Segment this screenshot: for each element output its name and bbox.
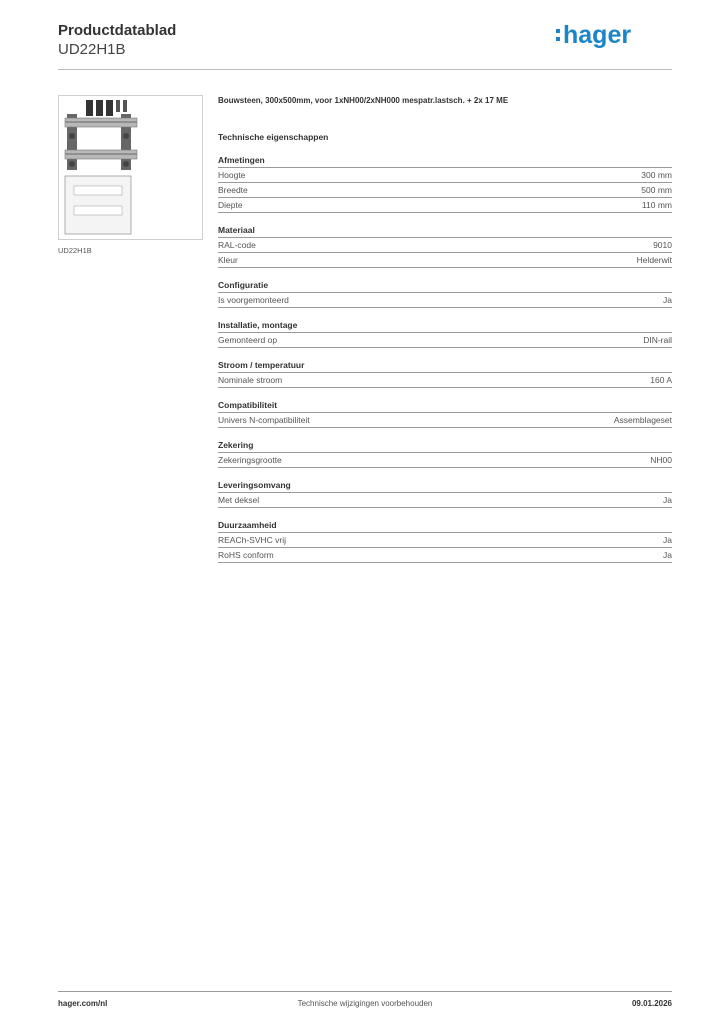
footer-disclaimer: Technische wijzigingen voorbehouden: [297, 999, 433, 1008]
spec-group-title: Compatibiliteit: [218, 399, 672, 413]
footer-website: hager.com/nl: [58, 999, 108, 1008]
spec-value: 300 mm: [641, 170, 672, 180]
spec-group: [218, 399, 672, 428]
product-image: [58, 95, 203, 240]
spec-label: Gemonteerd op: [218, 335, 278, 345]
spec-group-title: Stroom / temperatuur: [218, 359, 672, 373]
spec-row: [218, 373, 672, 388]
product-code: UD22H1B: [58, 41, 126, 58]
spec-group: [218, 224, 672, 268]
spec-value: Assemblageset: [613, 415, 672, 425]
spec-label: RAL-code: [218, 240, 256, 250]
spec-group: [218, 439, 672, 468]
spec-label: Is voorgemonteerd: [218, 295, 289, 305]
spec-group-title: Configuratie: [218, 279, 672, 293]
spec-value: Ja: [663, 295, 672, 305]
spec-group-title: Materiaal: [218, 224, 672, 238]
spec-row: [218, 333, 672, 348]
spec-row: [218, 253, 672, 268]
spec-label: Nominale stroom: [218, 375, 283, 385]
spec-row: [218, 413, 672, 428]
spec-value: Ja: [663, 495, 672, 505]
spec-group-title: Zekering: [218, 439, 672, 453]
page-header: [58, 22, 672, 70]
spec-label: Zekeringsgrootte: [218, 455, 282, 465]
spec-label: Univers N-compatibiliteit: [218, 415, 310, 425]
spec-row: [218, 238, 672, 253]
spec-label: RoHS conform: [218, 550, 274, 560]
spec-group-title: Afmetingen: [218, 154, 672, 168]
spec-group-title: Leveringsomvang: [218, 479, 672, 493]
spec-row: [218, 533, 672, 548]
spec-groups: [218, 154, 672, 563]
spec-row: [218, 453, 672, 468]
logo-text: hager: [563, 21, 632, 49]
hager-logo: [554, 21, 654, 49]
specifications: [218, 95, 672, 563]
spec-value: NH00: [650, 455, 672, 465]
spec-label: Hoogte: [218, 170, 246, 180]
spec-row: [218, 183, 672, 198]
spec-label: Breedte: [218, 185, 248, 195]
spec-label: Diepte: [218, 200, 243, 210]
spec-label: Met deksel: [218, 495, 260, 505]
spec-group: [218, 479, 672, 508]
spec-group: [218, 359, 672, 388]
page-footer: [58, 991, 672, 1013]
spec-group-title: Installatie, montage: [218, 319, 672, 333]
spec-value: Ja: [663, 550, 672, 560]
product-illustration-icon: [59, 96, 202, 239]
product-description: Bouwsteen, 300x500mm, voor 1xNH00/2xNH000 mespatr.lastsch. + 2x 17 ME: [218, 96, 509, 105]
spec-value: 500 mm: [641, 185, 672, 195]
document-title: Productdatablad: [58, 22, 177, 39]
section-heading: Technische eigenschappen: [218, 132, 329, 142]
spec-value: Ja: [663, 535, 672, 545]
spec-label: Kleur: [218, 255, 238, 265]
spec-group: [218, 154, 672, 213]
spec-row: [218, 293, 672, 308]
spec-group: [218, 519, 672, 563]
spec-row: [218, 198, 672, 213]
footer-date: 09.01.2026: [631, 999, 672, 1008]
spec-label: REACh-SVHC vrij: [218, 535, 287, 545]
spec-group: [218, 279, 672, 308]
spec-value: 160 A: [650, 375, 672, 385]
spec-value: Helderwit: [636, 255, 672, 265]
spec-row: [218, 548, 672, 563]
spec-group: [218, 319, 672, 348]
spec-value: DIN-rail: [643, 335, 672, 345]
product-image-column: [58, 95, 203, 255]
spec-value: 110 mm: [641, 200, 672, 210]
image-caption: UD22H1B: [58, 246, 92, 255]
spec-group-title: Duurzaamheid: [218, 519, 672, 533]
spec-row: [218, 493, 672, 508]
spec-value: 9010: [653, 240, 672, 250]
spec-row: [218, 168, 672, 183]
